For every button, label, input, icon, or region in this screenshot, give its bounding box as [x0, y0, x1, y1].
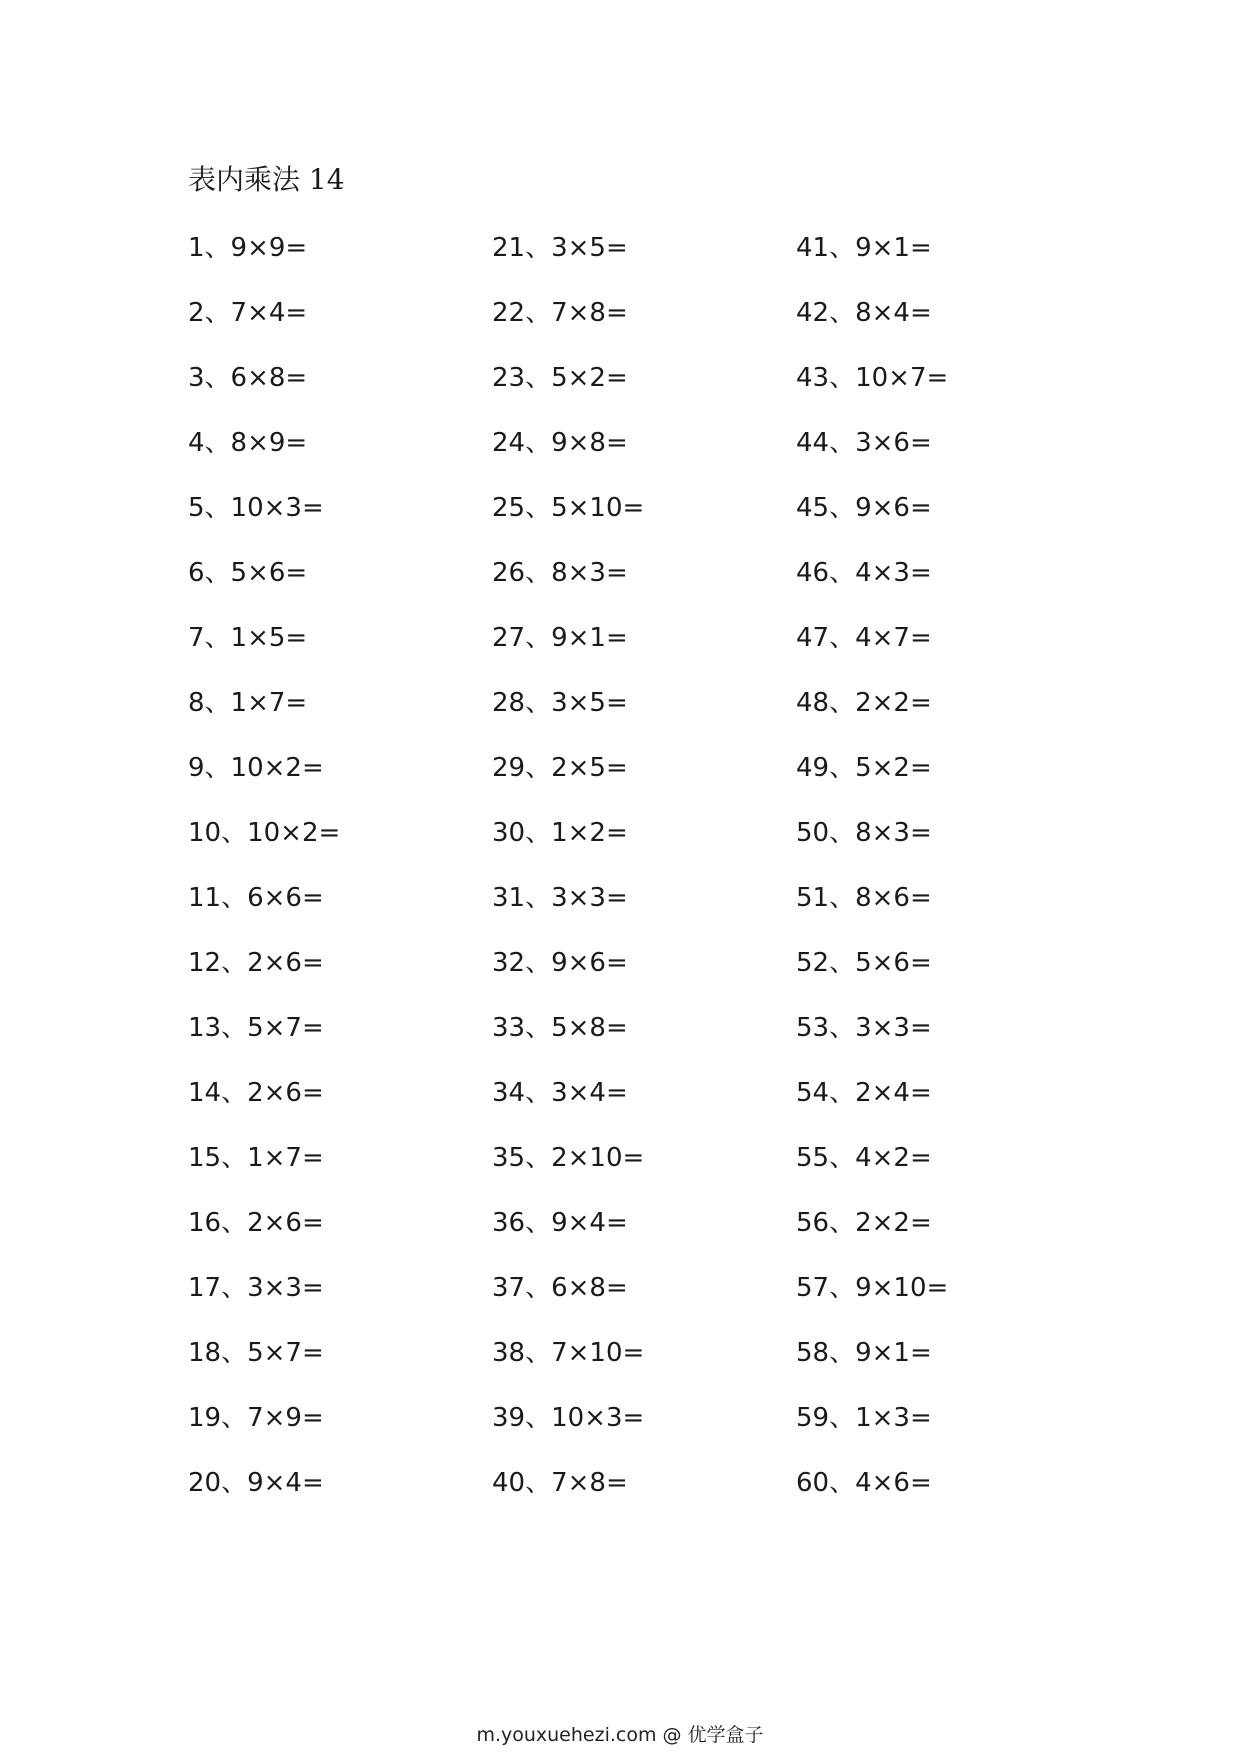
problem-1: 1、9×9=	[188, 233, 308, 263]
problem-59: 59、1×3=	[796, 1403, 932, 1433]
problem-34: 34、3×4=	[492, 1078, 628, 1108]
problem-25: 25、5×10=	[492, 493, 645, 523]
problem-50: 50、8×3=	[796, 818, 932, 848]
problem-39: 39、10×3=	[492, 1403, 645, 1433]
problem-2: 2、7×4=	[188, 298, 308, 328]
footer-watermark: m.youxuehezi.com @ 优学盒子	[476, 1724, 764, 1746]
problem-18: 18、5×7=	[188, 1338, 324, 1368]
problem-28: 28、3×5=	[492, 688, 628, 718]
problem-22: 22、7×8=	[492, 298, 628, 328]
problem-12: 12、2×6=	[188, 948, 324, 978]
problem-41: 41、9×1=	[796, 233, 932, 263]
problem-38: 38、7×10=	[492, 1338, 645, 1368]
problem-grid	[188, 228, 1100, 1528]
problem-52: 52、5×6=	[796, 948, 932, 978]
problem-42: 42、8×4=	[796, 298, 932, 328]
problem-4: 4、8×9=	[188, 428, 308, 458]
problem-47: 47、4×7=	[796, 623, 932, 653]
problem-43: 43、10×7=	[796, 363, 949, 393]
problem-36: 36、9×4=	[492, 1208, 628, 1238]
problem-27: 27、9×1=	[492, 623, 628, 653]
problem-45: 45、9×6=	[796, 493, 932, 523]
problem-19: 19、7×9=	[188, 1403, 324, 1433]
problem-9: 9、10×2=	[188, 753, 324, 783]
page-title: 表内乘法 14	[188, 163, 345, 196]
problem-6: 6、5×6=	[188, 558, 308, 588]
problem-35: 35、2×10=	[492, 1143, 645, 1173]
problem-24: 24、9×8=	[492, 428, 628, 458]
problem-49: 49、5×2=	[796, 753, 932, 783]
problem-40: 40、7×8=	[492, 1468, 628, 1498]
problem-33: 33、5×8=	[492, 1013, 628, 1043]
problem-8: 8、1×7=	[188, 688, 308, 718]
problem-20: 20、9×4=	[188, 1468, 324, 1498]
problem-32: 32、9×6=	[492, 948, 628, 978]
problem-54: 54、2×4=	[796, 1078, 932, 1108]
problem-51: 51、8×6=	[796, 883, 932, 913]
problem-58: 58、9×1=	[796, 1338, 932, 1368]
problem-11: 11、6×6=	[188, 883, 324, 913]
problem-15: 15、1×7=	[188, 1143, 324, 1173]
problem-55: 55、4×2=	[796, 1143, 932, 1173]
problem-30: 30、1×2=	[492, 818, 628, 848]
problem-5: 5、10×3=	[188, 493, 324, 523]
problem-3: 3、6×8=	[188, 363, 308, 393]
problem-21: 21、3×5=	[492, 233, 628, 263]
problem-14: 14、2×6=	[188, 1078, 324, 1108]
problem-31: 31、3×3=	[492, 883, 628, 913]
problem-10: 10、10×2=	[188, 818, 341, 848]
problem-48: 48、2×2=	[796, 688, 932, 718]
problem-7: 7、1×5=	[188, 623, 308, 653]
problem-37: 37、6×8=	[492, 1273, 628, 1303]
problem-26: 26、8×3=	[492, 558, 628, 588]
problem-44: 44、3×6=	[796, 428, 932, 458]
problem-16: 16、2×6=	[188, 1208, 324, 1238]
problem-13: 13、5×7=	[188, 1013, 324, 1043]
problem-29: 29、2×5=	[492, 753, 628, 783]
problem-17: 17、3×3=	[188, 1273, 324, 1303]
problem-60: 60、4×6=	[796, 1468, 932, 1498]
problem-23: 23、5×2=	[492, 363, 628, 393]
problem-56: 56、2×2=	[796, 1208, 932, 1238]
problem-53: 53、3×3=	[796, 1013, 932, 1043]
problem-57: 57、9×10=	[796, 1273, 949, 1303]
problem-46: 46、4×3=	[796, 558, 932, 588]
